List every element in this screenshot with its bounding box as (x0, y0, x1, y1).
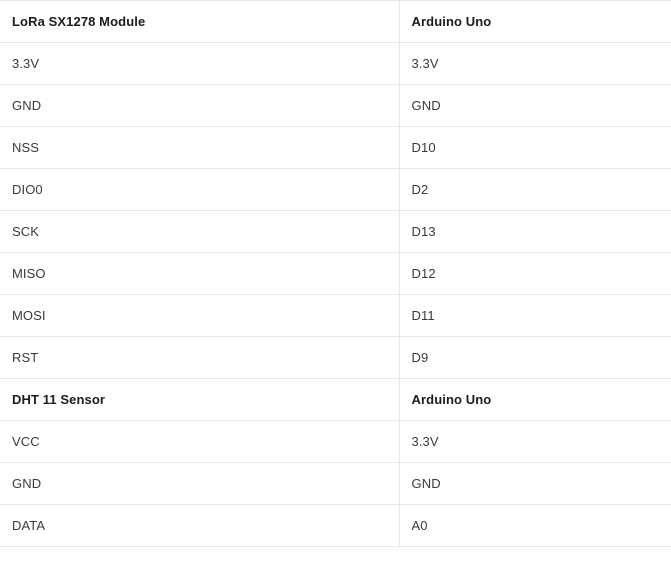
board-pin-cell: D10 (411, 140, 436, 155)
board-pin-cell: D13 (411, 224, 436, 239)
module-pin-cell: 3.3V (0, 43, 399, 85)
table-row (0, 295, 671, 337)
sensor-pin-cell: VCC (0, 421, 399, 463)
module-name-cell: LoRa SX1278 Module (0, 1, 399, 43)
board-pin-cell: 3.3V (411, 434, 439, 449)
board-pin-cell: 3.3V (411, 56, 439, 71)
table-row (0, 85, 671, 127)
module-pin-cell: MISO (0, 253, 399, 295)
board-name-cell: Arduino Uno (411, 14, 492, 29)
module-pin-cell: NSS (0, 127, 399, 169)
module-pin-cell: RST (0, 337, 399, 379)
board-pin-cell: D11 (411, 308, 435, 323)
sensor-pin-cell: GND (0, 463, 399, 505)
table-row (0, 337, 671, 379)
table-row (0, 211, 671, 253)
sensor-name-cell: DHT 11 Sensor (0, 379, 399, 421)
table-row (0, 505, 671, 547)
module-pin-cell: DIO0 (0, 169, 399, 211)
table-row (0, 1, 671, 43)
board-pin-cell: A0 (411, 518, 428, 533)
table-row (0, 253, 671, 295)
board-pin-cell: D9 (411, 350, 429, 365)
board-pin-cell: D12 (411, 266, 436, 281)
sensor-pin-cell: DATA (0, 505, 399, 547)
table-row (0, 127, 671, 169)
table-row (0, 169, 671, 211)
board-name-cell: Arduino Uno (411, 392, 492, 407)
board-pin-cell: D2 (411, 182, 429, 197)
board-pin-cell: GND (411, 98, 441, 113)
table-row (0, 379, 671, 421)
module-pin-cell: MOSI (0, 295, 399, 337)
module-pin-cell: SCK (0, 211, 399, 253)
board-pin-cell: GND (411, 476, 441, 491)
table-row (0, 463, 671, 505)
table-row (0, 421, 671, 463)
module-pin-cell: GND (0, 85, 399, 127)
table-row (0, 43, 671, 85)
pin-mapping-table-body (0, 1, 671, 547)
